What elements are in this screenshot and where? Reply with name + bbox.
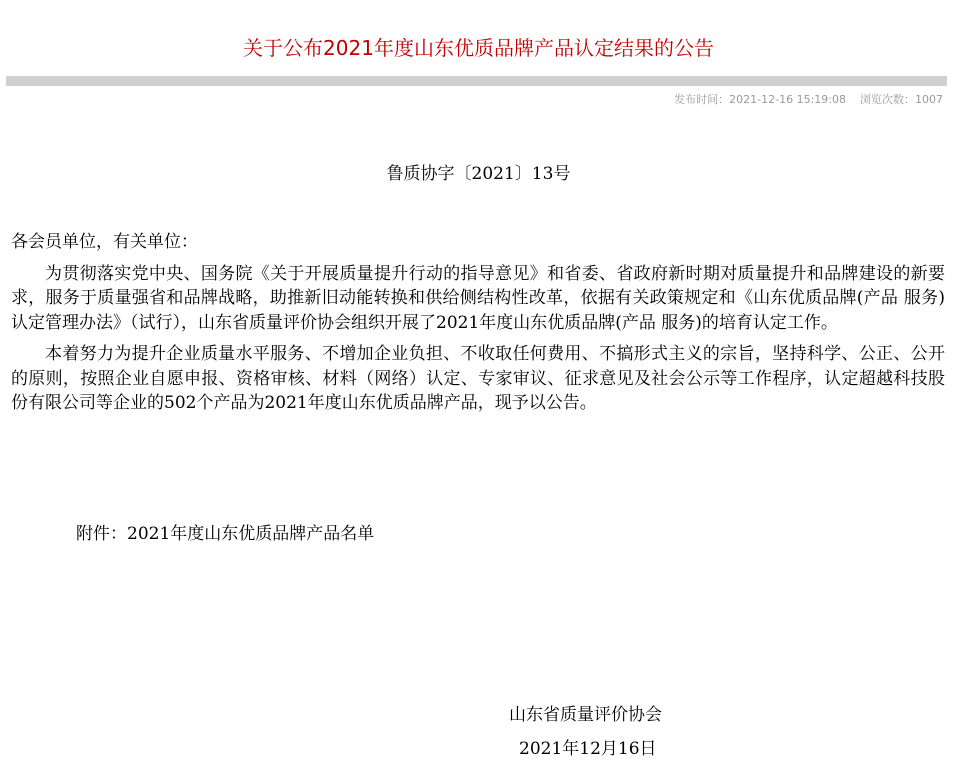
signer-organization: 山东省质量评价协会: [509, 705, 662, 725]
view-count: 浏览次数：1007: [860, 93, 943, 106]
salutation: 各会员单位，有关单位：: [11, 232, 198, 252]
document-number: 鲁质协字〔2021〕13号: [386, 164, 571, 184]
article-meta: [674, 92, 943, 108]
body-paragraph-1: 为贯彻落实党中央、国务院《关于开展质量提升行动的指导意见》和省委、省政府新时期对质量提升和品牌建设的新要求，服务于质量强省和品牌战略，助推新旧动能转换和供给侧结构性改革，依据有关政策规定和《山东优质品牌(产品 服务)认定管理办法》（试行），山东省质量评价协会组织开展了2021年度山东优质品牌(产品 服务)的培育认定工作。: [11, 263, 945, 333]
signing-date: 2021年12月16日: [519, 739, 657, 759]
attachment-line: 附件：2021年度山东优质品牌产品名单: [76, 524, 375, 544]
publish-time: 发布时间：2021-12-16 15:19:08: [674, 93, 846, 106]
body-paragraph-2: 本着努力为提升企业质量水平服务、不增加企业负担、不收取任何费用、不搞形式主义的宗旨，坚持科学、公正、公开的原则，按照企业自愿申报、资格审核、材料（网络）认定、专家审议、征求意见及社会公示等工作程序，认定超越科技股份有限公司等企业的502个产品为2021年度山东优质品牌产品，现予以公告。: [11, 344, 945, 413]
title-divider: [6, 76, 947, 86]
document-body: [11, 230, 945, 423]
page-title: 关于公布2021年度山东优质品牌产品认定结果的公告: [243, 36, 714, 60]
